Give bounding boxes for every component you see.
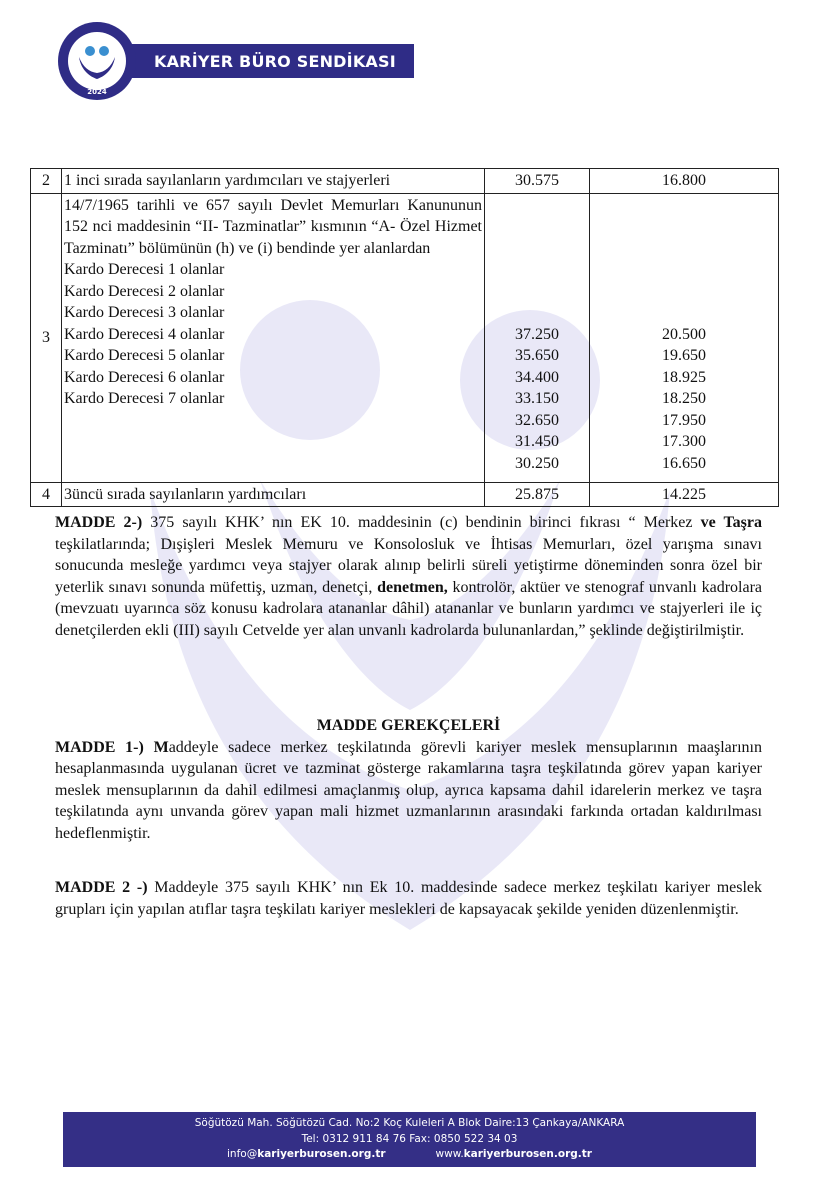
value-2: 17.950: [662, 411, 706, 429]
value-1: 30.250: [515, 454, 559, 472]
kardo-item: Kardo Derecesi 3 olanlar: [64, 304, 225, 321]
article-label: MADDE 1-) M: [55, 738, 169, 756]
row-value-1: 30.575: [485, 169, 590, 194]
text: Maddeyle 375 sayılı KHK’ nın Ek 10. maddesinde sadece merkez teşkilatı kariyer meslek grupları için yapılan atıflar taşra teşkilatı kariyer meslekleri de kapsayacak şekilde yeniden düzenlenmiştir.: [55, 879, 763, 918]
footer-contact: [63, 1112, 756, 1167]
kardo-item: Kardo Derecesi 5 olanlar: [64, 347, 225, 364]
row-value-2: 16.800: [590, 169, 779, 194]
email-link[interactable]: info@kariyerburosen.org.tr: [227, 1148, 386, 1160]
value-1: 37.250: [515, 325, 559, 343]
row-description-text: 14/7/1965 tarihli ve 657 sayılı Devlet Memurları Kanununun 152 nci maddesinin “II- Tazminatlar” kısmının “A- Özel Hizmet Tazminatı” bölümünün (h) ve (i) bendinde yer alanlardan: [64, 196, 482, 257]
table-row: [31, 169, 779, 194]
kardo-list: [64, 259, 482, 410]
value-1: 33.150: [515, 390, 559, 407]
kardo-item: Kardo Derecesi 2 olanlar: [64, 282, 225, 300]
letterhead: [58, 22, 414, 100]
org-name-banner: KARİYER BÜRO SENDİKASI: [132, 44, 414, 78]
value-2: 18.925: [662, 368, 706, 386]
article-label: MADDE 2 -): [55, 879, 148, 896]
value-2: 20.500: [662, 325, 706, 343]
value-2: 17.300: [662, 433, 706, 450]
text: 375 sayılı KHK’ nın EK 10. maddesinin (c) bendinin birinci fıkrası “ Merkez: [142, 514, 701, 531]
row-number: 3: [31, 193, 62, 482]
kardo-item: Kardo Derecesi 6 olanlar: [64, 368, 225, 386]
value-1: 35.650: [515, 347, 559, 364]
table-row: [31, 482, 779, 507]
value-1: 31.450: [515, 433, 559, 450]
text-bold: ve Taşra: [700, 514, 763, 531]
article-label: MADDE 2-): [55, 514, 143, 531]
row-description: 3üncü sırada sayılanların yardımcıları: [62, 482, 485, 507]
value-1: 32.650: [515, 411, 559, 429]
row-value-2: 14.225: [590, 482, 779, 507]
row-number: 4: [31, 482, 62, 507]
row-description: [62, 193, 485, 482]
row-number: 2: [31, 169, 62, 194]
kardo-item: Kardo Derecesi 7 olanlar: [64, 390, 225, 407]
gerekce-madde-2: [55, 877, 762, 920]
value-2: 19.650: [662, 347, 706, 364]
website-link[interactable]: www.kariyerburosen.org.tr: [435, 1148, 592, 1160]
row-description: 1 inci sırada sayılanların yardımcıları ve stajyerleri: [62, 169, 485, 194]
kardo-item: Kardo Derecesi 1 olanlar: [64, 261, 225, 278]
value-2: 18.250: [662, 390, 706, 407]
row-values-1: [485, 193, 590, 482]
text: teşkilatlarında; Dışişleri Meslek Memuru ve Konsolosluk ve İhtisas Memurları, özel yarışma sınavı sonucunda mesleğe yardımcı veya stajyer olarak alınıp belirli süreli yetiştirme döneminden sonra özel bir yeterlik sınavı sonunda müfettiş, uzman, denetçi,: [55, 535, 762, 596]
row-value-1: 25.875: [485, 482, 590, 507]
text-bold: denetmen,: [377, 578, 448, 596]
value-1: 34.400: [515, 368, 559, 386]
gerekce-section: [55, 715, 762, 845]
address: Söğütözü Mah. Söğütözü Cad. No:2 Koç Kuleleri A Blok Daire:13 Çankaya/ANKARA: [194, 1117, 625, 1129]
union-logo: 2024: [58, 22, 136, 100]
text: kontrolör, aktüer ve stenograf unvanlı kadrolara (mevzuatı uyarınca söz konusu kadrolara atananlar dâhil) atananlar ve bunların yardımcı ve stajyerleri ile iç denetçilerden ekli (III) sayılı Cetvelde yer alan unvanlı kadrolarda bulunanlardan,” şeklinde değiştirilmiştir.: [55, 578, 762, 639]
phone: Tel: 0312 911 84 76 Fax: 0850 522 34 03: [301, 1132, 518, 1145]
section-heading: MADDE GEREKÇELERİ: [316, 717, 501, 734]
madde-2-paragraph: [55, 512, 762, 642]
row-values-2: [590, 193, 779, 482]
value-2: 16.650: [662, 454, 706, 472]
table-row: [31, 193, 779, 482]
salary-table: [30, 168, 779, 507]
hands-icon: [75, 39, 119, 83]
text: addeyle sadece merkez teşkilatında görevli kariyer meslek mensuplarının maaşlarının hesaplanmasında uygulanan ücret ve tazminat gösterge rakamlarına taşra teşkilatında görev yapan kariyer meslek mensuplarının da dahil edilmesi amaçlanmış olup, ayrıca kapsama dahil idarelerin merkez ve taşra teşkilatında aynı unvanda görev yapan mali hizmet uzmanlarının arasındaki farkında ortadan kaldırılması hedeflenmiştir.: [55, 738, 762, 842]
kardo-item: Kardo Derecesi 4 olanlar: [64, 325, 225, 343]
